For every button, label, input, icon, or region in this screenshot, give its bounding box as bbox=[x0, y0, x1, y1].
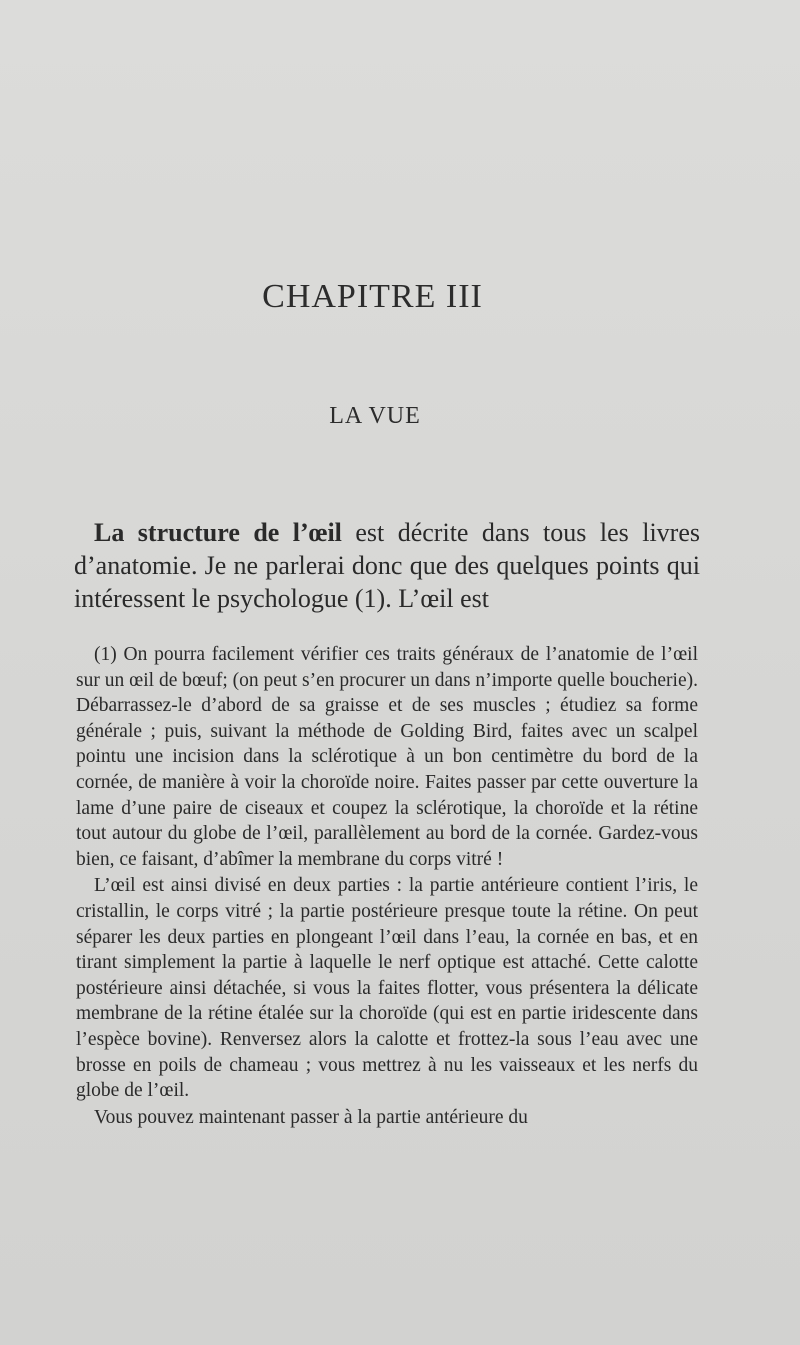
body-lead-phrase: La structure de l’œil bbox=[94, 518, 342, 547]
body-paragraph bbox=[74, 516, 700, 615]
footnote-paragraph-2: L’œil est ainsi divisé en deux parties : la partie antérieure contient l’iris, le cristallin, le corps vitré ; la partie postérieure presque toute la rétine. On peut séparer les deux parties en plongeant l’œil dans l’eau, la cornée en bas, et en tirant simplement la partie à laquelle le nerf optique est attaché. Cette calotte postérieure ainsi détachée, si vous la faites flotter, vous présentera la délicate membrane de la rétine étalée sur la choroïde (qui est en partie iridescente dans l’espèce bovine). Renversez alors la calotte et frottez-la sous l’eau avec une brosse en poils de chameau ; vous mettrez à nu les vaisseaux et les nerfs du globe de l’œil. bbox=[76, 875, 698, 1102]
chapter-title: CHAPITRE III bbox=[262, 278, 483, 315]
footnote-block bbox=[76, 642, 698, 1130]
footnote-paragraph-1: (1) On pourra facilement vérifier ces traits généraux de l’anatomie de l’œil sur un œil de bœuf; (on peut s’en procurer un dans n’importe quelle boucherie). Débarrassez-le d’abord de sa graisse et de ses muscles ; étudiez sa forme générale ; puis, suivant la méthode de Golding Bird, faites avec un scalpel pointu une incision dans la sclérotique à un bon centimètre du bord de la cornée, de manière à voir la choroïde noire. Faites passer par cette ouverture la lame d’une paire de ciseaux et coupez la sclérotique, la choroïde et la rétine tout autour du globe de l’œil, parallèlement au bord de la cornée. Gardez-vous bien, ce faisant, d’abîmer la membrane du corps vitré ! bbox=[76, 644, 698, 870]
footnote-paragraph-3: Vous pouvez maintenant passer à la partie antérieure du bbox=[94, 1106, 528, 1128]
section-title: LA VUE bbox=[329, 403, 421, 429]
body-text: est décrite dans tous les livres d’anatomie. Je ne parlerai donc que des quelques points qui intéressent le psychologue (1). L’œil est bbox=[74, 518, 700, 613]
